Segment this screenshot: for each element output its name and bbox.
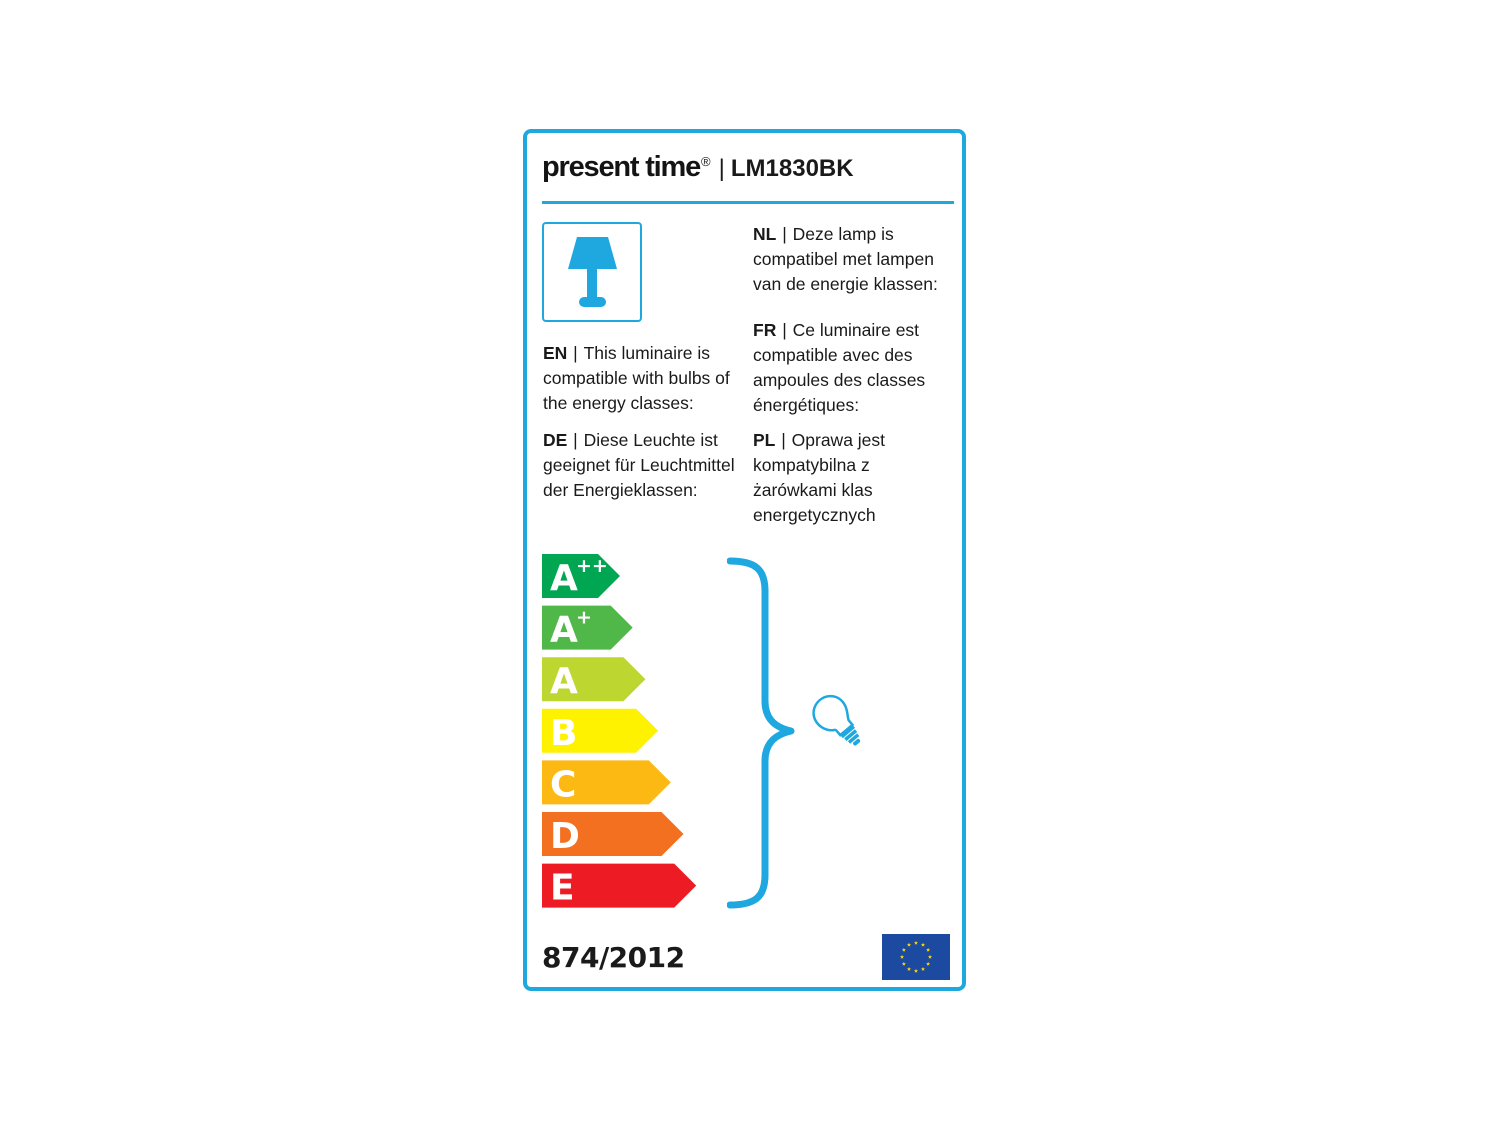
text-nl: NL | Deze lamp is compatibel met lampen van de energie klassen: — [753, 224, 938, 294]
energy-class-letter: A — [550, 661, 578, 703]
energy-class-3 — [542, 709, 658, 754]
label-header — [542, 151, 952, 187]
text-pl: PL | Oprawa jest kompatybilna z żarówkami klas energetycznych — [753, 430, 886, 525]
energy-class-5 — [542, 812, 684, 857]
brand-name: present time — [542, 151, 701, 183]
energy-class-superscript: ++ — [576, 555, 608, 577]
table-lamp-icon — [542, 222, 642, 322]
text-de-body: Diese Leuchte ist geeignet für Leuchtmittel der Energieklassen: — [543, 430, 735, 500]
text-fr-body: Ce luminaire est compatible avec des ampoules des classes énergétiques: — [753, 320, 926, 415]
lang-code-en: EN — [543, 343, 568, 363]
energy-label — [523, 129, 966, 991]
header-separator: | — [718, 155, 725, 182]
text-en: EN | This luminaire is compatible with bulbs of the energy classes: — [543, 343, 730, 413]
regulation-number: 874/2012 — [542, 941, 685, 974]
text-en-body: This luminaire is compatible with bulbs of the energy classes: — [543, 343, 730, 413]
text-de: DE | Diese Leuchte ist geeignet für Leuchtmittel der Energieklassen: — [543, 430, 735, 500]
energy-class-6 — [542, 864, 696, 909]
energy-class-letter: C — [550, 764, 577, 806]
lang-code-de: DE — [543, 430, 568, 450]
energy-class-2 — [542, 657, 645, 702]
lang-code-pl: PL — [753, 430, 776, 450]
energy-class-letter: D — [550, 816, 580, 857]
energy-class-scale — [542, 554, 722, 914]
energy-class-1 — [542, 606, 633, 651]
text-fr: FR | Ce luminaire est compatible avec des ampoules des classes énergétiques: — [753, 320, 926, 415]
energy-class-letter: A — [550, 558, 578, 599]
energy-class-letter: E — [550, 867, 575, 909]
text-pl-body: Oprawa jest kompatybilna z żarówkami klas energetycznych — [753, 430, 886, 525]
header-divider — [542, 201, 954, 204]
energy-class-0 — [542, 554, 620, 599]
energy-class-letter: A — [550, 609, 578, 651]
light-bulb-icon — [803, 685, 873, 755]
energy-class-4 — [542, 760, 671, 805]
lang-code-fr: FR — [753, 320, 777, 340]
model-number: LM1830BK — [730, 155, 854, 182]
lang-code-nl: NL — [753, 224, 777, 244]
text-nl-body: Deze lamp is compatibel met lampen van de energie klassen: — [753, 224, 938, 294]
registered-mark: ® — [701, 154, 711, 169]
eu-flag-icon — [882, 934, 950, 980]
energy-class-superscript: + — [576, 606, 592, 629]
energy-class-letter: B — [550, 712, 578, 754]
